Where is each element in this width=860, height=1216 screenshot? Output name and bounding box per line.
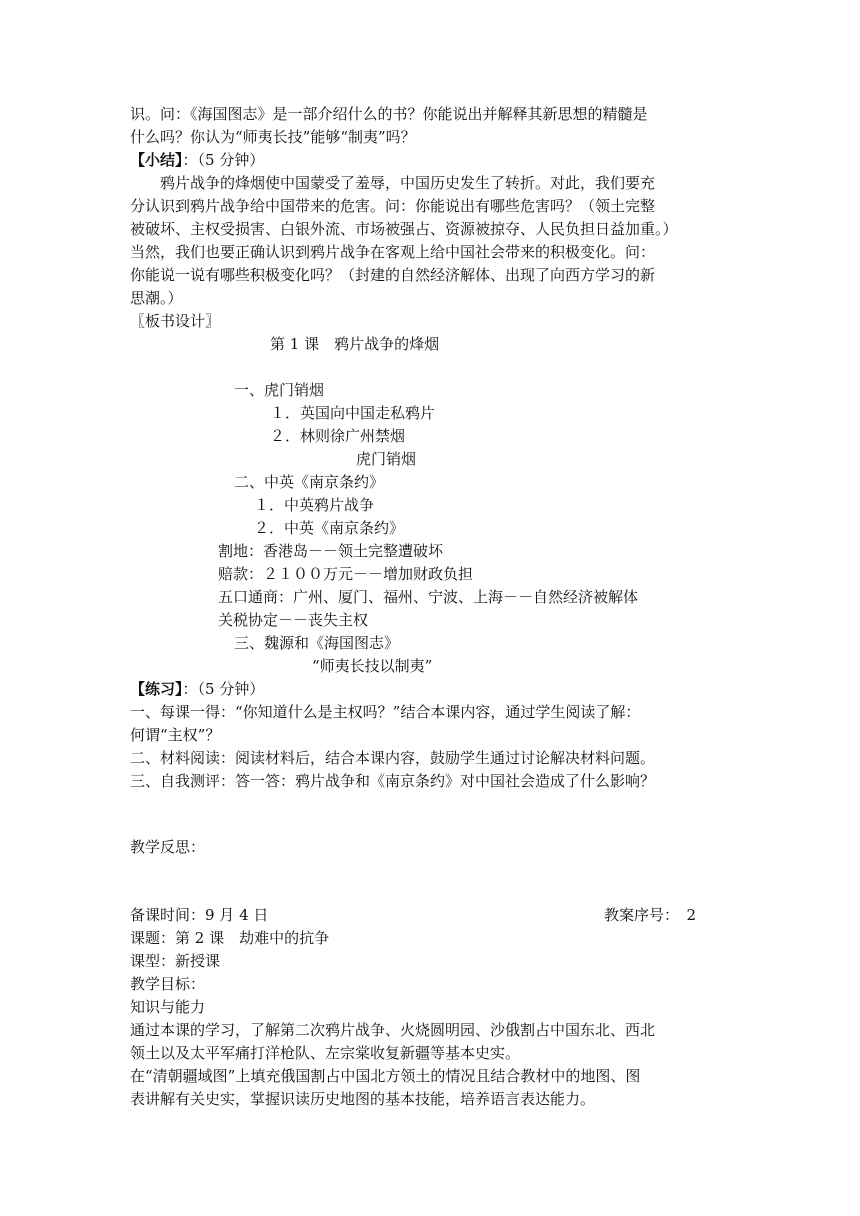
summary-duration: ：（5 分钟） bbox=[182, 151, 265, 169]
practice-heading: 【练习】 bbox=[130, 680, 183, 698]
summary-heading: 【小结】 bbox=[130, 151, 183, 169]
lesson-topic: 课题：第 2 课 劫难中的抗争 bbox=[130, 929, 330, 947]
practice-duration: ：（5 分钟） bbox=[182, 680, 265, 698]
lesson2-line-3: 在“清朝疆域图”上填充俄国割占中国北方领土的情况且结合教材中的地图、图 bbox=[130, 1067, 641, 1085]
board-title: 第 1 课 鸦片战争的烽烟 bbox=[270, 335, 440, 353]
intro-line-2: 什么吗？你认为“师夷长技”能够“制夷”吗？ bbox=[130, 128, 416, 146]
lesson-type: 课型：新授课 bbox=[130, 952, 221, 970]
summary-line-2: 分认识到鸦片战争给中国带来的危害。问：你能说出有哪些危害吗？（领土完整 bbox=[130, 197, 656, 215]
summary-line-4: 当然，我们也要正确认识到鸦片战争在客观上给中国社会带来的积极变化。问： bbox=[130, 243, 656, 261]
board-section-1: 一、虎门销烟 bbox=[234, 381, 325, 399]
lesson2-line-4: 表讲解有关史实，掌握识读历史地图的基本技能，培养语言表达能力。 bbox=[130, 1090, 596, 1108]
board-item-1-2: ２．林则徐广州禁烟 bbox=[270, 427, 406, 445]
practice-line-2: 何谓“主权”？ bbox=[130, 726, 221, 744]
knowledge-ability: 知识与能力 bbox=[130, 998, 206, 1016]
summary-line-3: 被破坏、主权受损害、白银外流、市场被强占、资源被掠夺、人民负担日益加重。） bbox=[130, 220, 678, 238]
board-item-2-2: ２．中英《南京条约》 bbox=[254, 519, 405, 537]
summary-heading-line bbox=[130, 149, 264, 172]
board-item-1-1: １．英国向中国走私鸦片 bbox=[270, 404, 436, 422]
board-section-2: 二、中英《南京条约》 bbox=[234, 473, 385, 491]
prep-time: 备课时间：9 月 4 日 bbox=[130, 906, 269, 924]
board-item-2-1: １．中英鸦片战争 bbox=[254, 496, 375, 514]
summary-line-1: 鸦片战争的烽烟使中国蒙受了羞辱，中国历史发生了转折。对此，我们要充 bbox=[160, 174, 656, 192]
teaching-goals: 教学目标： bbox=[130, 975, 206, 993]
practice-heading-line bbox=[130, 678, 264, 701]
board-heading: 〖板书设计〗 bbox=[130, 312, 221, 330]
lesson2-line-2: 领土以及太平军痛打洋枪队、左宗棠收复新疆等基本史实。 bbox=[130, 1044, 521, 1062]
intro-line-1: 识。问：《海国图志》是一部介绍什么的书？你能说出并解释其新思想的精髓是 bbox=[130, 105, 648, 123]
summary-line-5: 你能说一说有哪些积极变化吗？（封建的自然经济解体、出现了向西方学习的新 bbox=[130, 266, 656, 284]
board-treaty-term-4: 关税协定－－丧失主权 bbox=[218, 611, 369, 629]
lesson-plan-number: 教案序号： 2 bbox=[604, 906, 697, 924]
teaching-reflection: 教学反思： bbox=[130, 838, 206, 856]
board-treaty-term-1: 割地：香港岛－－领土完整遭破坏 bbox=[218, 542, 444, 560]
board-item-3-1: “师夷长技以制夷” bbox=[312, 657, 433, 675]
practice-line-1: 一、每课一得：“你知道什么是主权吗？”结合本课内容，通过学生阅读了解： bbox=[130, 703, 641, 721]
board-treaty-term-3: 五口通商：广州、厦门、福州、宁波、上海－－自然经济被解体 bbox=[218, 588, 639, 606]
lesson2-line-1: 通过本课的学习，了解第二次鸦片战争、火烧圆明园、沙俄割占中国东北、西北 bbox=[130, 1021, 656, 1039]
practice-line-3: 二、材料阅读：阅读材料后，结合本课内容，鼓励学生通过讨论解决材料问题。 bbox=[130, 749, 656, 767]
board-section-3: 三、魏源和《海国图志》 bbox=[234, 634, 400, 652]
summary-line-6: 思潮。） bbox=[130, 289, 183, 307]
board-item-1-3: 虎门销烟 bbox=[356, 450, 417, 468]
practice-line-4: 三、自我测评：答一答：鸦片战争和《南京条约》对中国社会造成了什么影响？ bbox=[130, 772, 656, 790]
board-treaty-term-2: 赔款：２１００万元－－增加财政负担 bbox=[218, 565, 474, 583]
